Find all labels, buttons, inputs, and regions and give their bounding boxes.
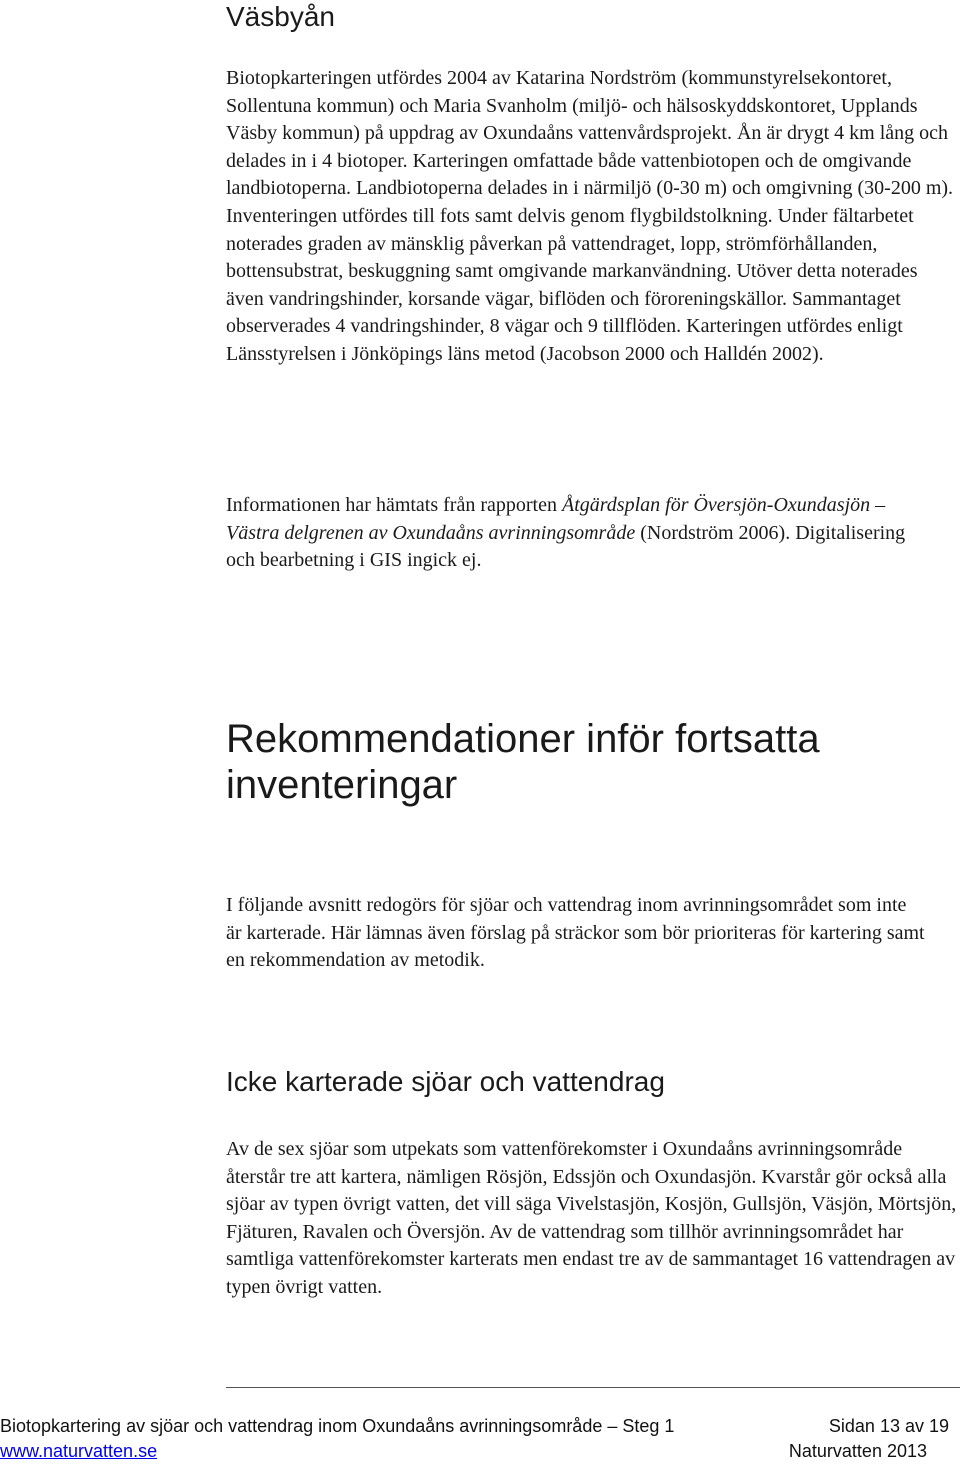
footer-divider	[226, 1387, 960, 1388]
source-intro-text: Informationen har hämtats från rapporten	[226, 494, 562, 516]
recommendations-paragraph: I följande avsnitt redogörs för sjöar och vattendrag inom avrinningsområdet som inte är karterade. Här lämnas även förslag på sträckor som bör prioriteras för kartering samt en rekommendation av metodik.	[226, 894, 925, 972]
uncharted-heading: Icke karterade sjöar och vattendrag	[226, 1066, 665, 1097]
section-paragraph-method: Biotopkarteringen utfördes 2004 av Katarina Nordström (kommunstyrelsekontoret, Sollentuna kommun) och Maria Svanholm (miljö- och hälsoskyddskontoret, Upplands Väsby kommun) på uppdrag av Oxundaåns vattenvårdsprojekt. Ån är drygt 4 km lång och delades in i 4 biotoper. Karteringen omfattade både vattenbiotopen och de omgivande landbiotoperna. Landbiotoperna delades in i närmiljö (0-30 m) och omgivning (30-200 m). Inventeringen utfördes till fots samt delvis genom flygbildstolkning. Under fältarbetet noterades graden av mänsklig påverkan på vattendraget, lopp, strömförhållanden, bottensubstrat, beskuggning samt omgivande markanvändning. Utöver detta noterades även vandringshinder, korsande vägar, biflöden och föroreningskällor. Sammantaget observerades 4 vandringshinder, 8 vägar och 9 tillflöden. Karteringen utfördes enligt Länsstyrelsen i Jönköpings läns metod (Jacobson 2000 och Halldén 2002).	[226, 67, 954, 365]
section-title: Väsbyån	[226, 1, 335, 32]
report-title: Åtgärdsplan för Översjön-Oxundasjön – Västra delgrenen av Oxundaåns avrinningsområde	[226, 494, 886, 544]
source-outro-text: (Nordström 2006). Digitalisering och bearbetning i GIS ingick ej.	[226, 521, 906, 572]
footer-document-title: Biotopkartering av sjöar och vattendrag inom Oxundaåns avrinningsområde – Steg 1	[0, 1416, 675, 1436]
footer-publisher: Naturvatten 2013	[788, 1441, 927, 1461]
recommendations-heading: Rekommendationer inför fortsatta inventeringar	[226, 717, 820, 807]
uncharted-paragraph: Av de sex sjöar som utpekats som vattenförekomster i Oxundaåns avrinningsområde återstår tre att kartera, nämligen Rösjön, Edssjön och Oxundasjön. Kvarstår gör också alla sjöar av typen övrigt vatten, det vill säga Vivelstasjön, Kosjön, Gullsjön, Väsjön, Mörtsjön, Fjäturen, Ravalen och Översjön. Av de vattendrag som tillhör avrinningsområdet har samtliga vattenförekomster karterats men endast tre av de sammantaget 16 vattendragen av typen övrigt vatten.	[226, 1138, 957, 1298]
footer-website-link[interactable]: www.naturvatten.se	[0, 1441, 158, 1461]
footer-page-number: Sidan 13 av 19	[828, 1416, 949, 1436]
section-paragraph-source	[226, 492, 926, 575]
